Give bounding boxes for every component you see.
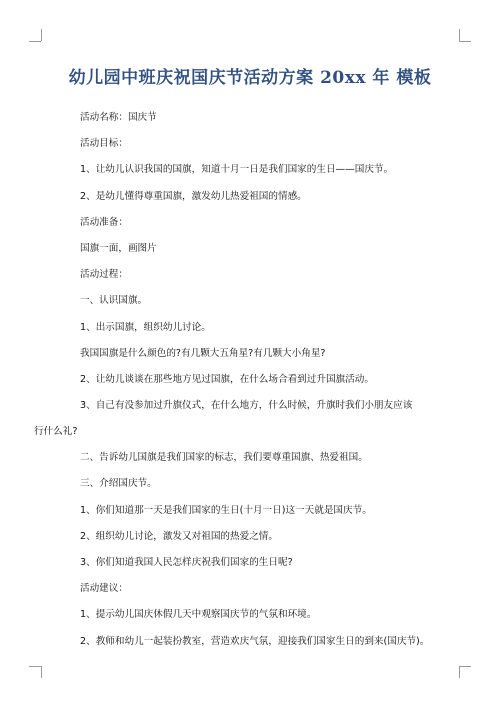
paragraph-national-day-3: 3、你们知道我国人民怎样庆祝我们国家的生日呢? xyxy=(80,557,293,568)
title-year: 20xx xyxy=(320,68,366,88)
paragraph-goal-2: 2、是幼儿懂得尊重国旗，激发幼儿热爱祖国的情感。 xyxy=(80,190,307,202)
paragraph-preparation-heading: 活动准备： xyxy=(80,216,128,228)
title-prefix: 幼儿园中班庆祝国庆节活动方案 xyxy=(68,68,321,88)
crop-mark-bottom-left-v xyxy=(41,666,42,678)
paragraph-suggestion-2: 2、教师和幼儿一起装扮教室，营造欢庆气氛，迎接我们国家生日的到来(国庆节)。 xyxy=(80,635,430,647)
crop-mark-bottom-right-v xyxy=(459,666,460,678)
paragraph-section-1: 一、认识国旗。 xyxy=(80,295,148,307)
paragraph-suggestion-1: 1、提示幼儿国庆休假几天中观察国庆节的气氛和环境。 xyxy=(80,609,317,621)
paragraph-section-3: 三、介绍国庆节。 xyxy=(80,478,157,490)
paragraph-national-day-2: 2、组织幼儿讨论，激发又对祖国的热爱之情。 xyxy=(80,530,278,542)
title-suffix: 年 模板 xyxy=(366,68,432,88)
crop-mark-bottom-right-h xyxy=(459,666,471,667)
paragraph-step-3-line2: 行什么礼? xyxy=(34,426,78,438)
paragraph-goal-1: 1、让幼儿认识我国的国旗，知道十月一日是我们国家的生日——国庆节。 xyxy=(80,164,394,176)
paragraph-flag-question: 我国国旗是什么颜色的?有几颗大五角星?有几颗大小角星? xyxy=(80,347,326,359)
crop-mark-top-left-h xyxy=(29,41,41,42)
paragraph-activity-name: 活动名称：国庆节 xyxy=(80,112,157,123)
crop-mark-bottom-left-h xyxy=(29,666,41,667)
crop-mark-top-left-v xyxy=(41,29,42,41)
paragraph-step-3-line1: 3、自己有没参加过升旗仪式，在什么地方，什么时候，升旗时我们小朋友应该 xyxy=(80,400,413,412)
paragraph-preparation-items: 国旗一面，画图片 xyxy=(80,242,157,254)
paragraph-step-2: 2、让幼儿谈谈在那些地方见过国旗，在什么场合看到过升国旗活动。 xyxy=(80,373,374,385)
paragraph-goals-heading: 活动目标： xyxy=(80,138,128,150)
paragraph-step-1: 1、出示国旗，组织幼儿讨论。 xyxy=(80,321,211,333)
paragraph-suggestions-heading: 活动建议： xyxy=(80,583,128,595)
crop-mark-top-right-h xyxy=(459,41,471,42)
document-title xyxy=(0,63,500,88)
crop-mark-top-right-v xyxy=(459,29,460,41)
document-body xyxy=(34,111,460,661)
paragraph-national-day-1: 1、你们知道那一天是我们国家的生日(十月一日)这一天就是国庆节。 xyxy=(80,504,372,516)
paragraph-process-heading: 活动过程： xyxy=(80,269,128,281)
paragraph-step-3 xyxy=(34,399,460,438)
paragraph-section-2: 二、告诉幼儿国旗是我们国家的标志，我们要尊重国旗、热爱祖国。 xyxy=(80,452,368,464)
